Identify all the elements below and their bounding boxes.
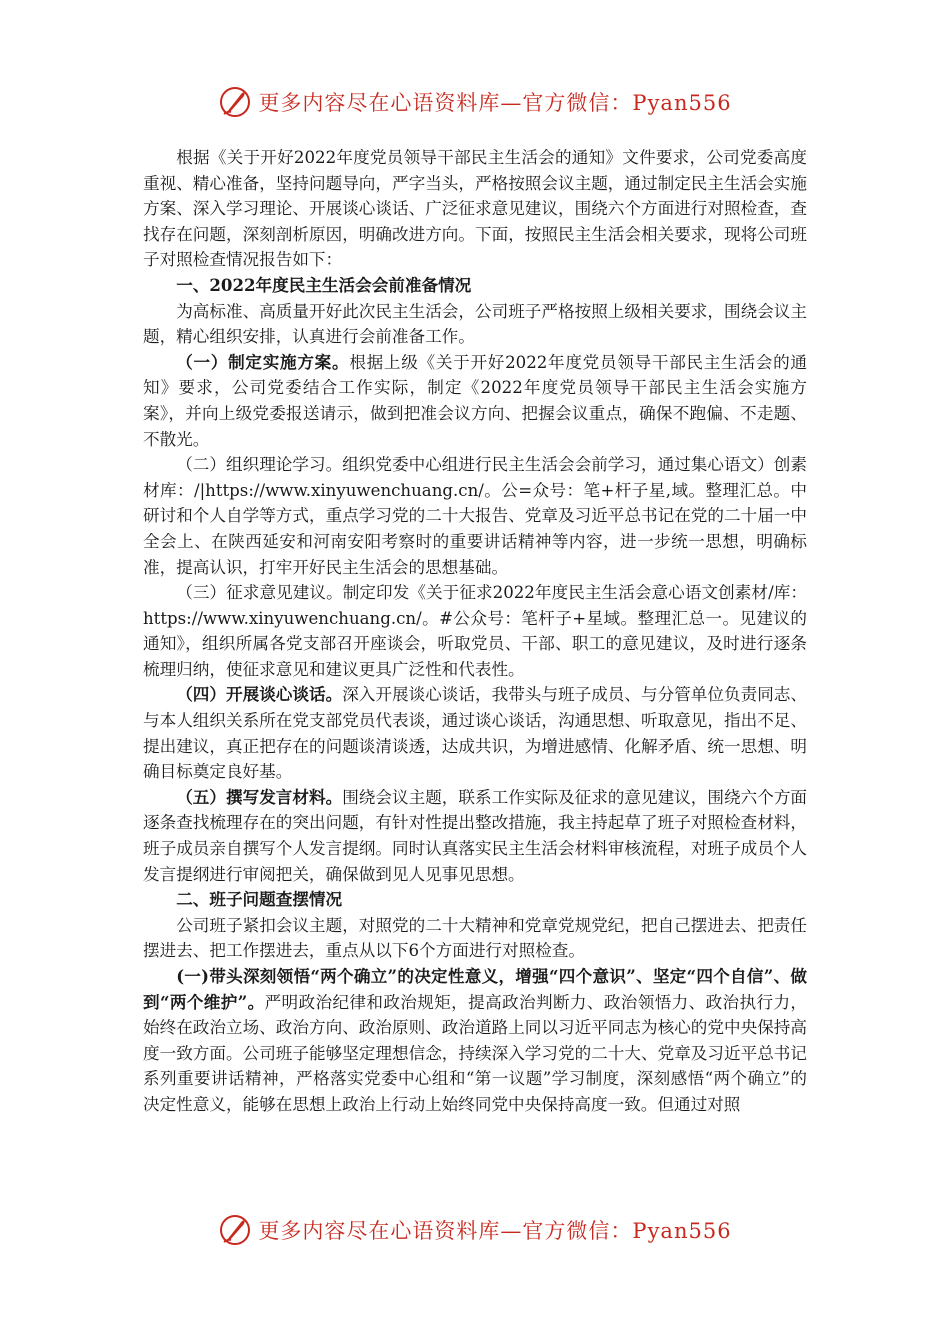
subheading: (一)带头深刻领悟“两个确立”的决定性意义，增强“四个意识”、坚定“四个自信”、做到“两个维护”。 xyxy=(143,966,807,1012)
subheading: （五）撰写发言材料。 xyxy=(176,786,343,807)
paragraph: （三）征求意见建议。制定印发《关于征求2022年度民主生活会意心语文创素材/库：https://www.xinyuwenchuang.cn/。#公众号：笔杆子+星域。整理汇总一。见建议的通知》，组织所属各党支部召开座谈会，听取党员、干部、职工的意见建议，及时进行逐条梳理归纳，使征求意见和建议更具广泛性和代表性。 xyxy=(143,583,807,679)
paragraph: 公司班子紧扣会议主题，对照党的二十大精神和党章党规党纪，把自己摆进去、把责任摆进去、把工作摆进去，重点从以下6个方面进行对照检查。 xyxy=(143,915,807,961)
paragraph-text: 严明政治纪律和政治规矩，提高政治判断力、政治领悟力、政治执行力，始终在政治立场、政治方向、政治原则、政治道路上同以习近平同志为核心的党中央保持高度一致方面。公司班子能够坚定理想信念，持续深入学习党的二十大、党章及习近平总书记系列重要讲话精神，严格落实党委中心组和“第一议题”学习制度，深刻感悟“两个确立”的决定性意义，能够在思想上政治上行动上始终同党中央保持高度一致。但通过对照 xyxy=(143,992,807,1114)
paragraph-text: 深入开展谈心谈话，我带头与班子成员、与分管单位负责同志、与本人组织关系所在党支部党员代表谈，通过谈心谈话，沟通思想、听取意见，指出不足、提出建议，真正把存在的问题谈清谈透，达成共识，为增进感情、化解矛盾、统一思想、明确目标奠定良好基。 xyxy=(143,685,808,782)
subheading: （四）开展谈心谈话。 xyxy=(176,684,343,705)
quill-pen-logo-icon xyxy=(218,1213,252,1247)
document-body xyxy=(143,145,807,1118)
section-heading-1: 一、2022年度民主生活会会前准备情况 xyxy=(176,274,472,295)
paragraph xyxy=(143,964,807,1118)
subheading: （一）制定实施方案。 xyxy=(176,351,350,372)
paragraph: 为高标准、高质量开好此次民主生活会，公司班子严格按照上级相关要求，围绕会议主题，精心组织安排，认真进行会前准备工作。 xyxy=(143,301,807,347)
paragraph-text: 根据上级《关于开好2022年度党员领导干部民主生活会的通知》要求，公司党委结合工作实际，制定《2022年度党员领导干部民主生活会实施方案》，并向上级党委报送请示，做到把准会议方向、把握会议重点，确保不跑偏、不走题、不散光。 xyxy=(143,352,808,449)
header-banner xyxy=(0,81,950,123)
section-heading-2: 二、班子问题查摆情况 xyxy=(176,889,343,910)
banner-text: 更多内容尽在心语资料库—官方微信：Pyan556 xyxy=(258,91,732,115)
paragraph: （二）组织理论学习。组织党委中心组进行民主生活会会前学习，通过集心语文）创素材库：/|https://www.xinyuwenchuang.cn/。公=众号：笔+杆子星,域。整理汇总。中研讨和个人自学等方式，重点学习党的二十大报告、党章及习近平总书记在党的二十届一中全会上、在陕西延安和河南安阳考察时的重要讲话精神等内容，进一步统一思想，明确标准，提高认识，打牢开好民主生活会的思想基础。 xyxy=(143,455,807,577)
footer-banner xyxy=(0,1209,950,1251)
paragraph xyxy=(143,682,807,784)
intro-paragraph: 根据《关于开好2022年度党员领导干部民主生活会的通知》文件要求，公司党委高度重视、精心准备，坚持问题导向，严字当头，严格按照会议主题，通过制定民主生活会实施方案、深入学习理论、开展谈心谈话、广泛征求意见建议，围绕六个方面进行对照检查，查找存在问题，深刻剖析原因，明确改进方向。下面，按照民主生活会相关要求，现将公司班子对照检查情况报告如下： xyxy=(143,148,807,270)
paragraph-text: 围绕会议主题，联系工作实际及征求的意见建议，围绕六个方面逐条查找梳理存在的突出问题，有针对性提出整改措施，我主持起草了班子对照检查材料，班子成员亲自撰写个人发言提纲。同时认真落实民主生活会材料审核流程，对班子成员个人发言提纲进行审阅把关，确保做到见人见事见思想。 xyxy=(143,787,808,884)
paragraph xyxy=(143,785,807,887)
banner-text: 更多内容尽在心语资料库—官方微信：Pyan556 xyxy=(258,1219,732,1243)
quill-pen-logo-icon xyxy=(218,85,252,119)
paragraph xyxy=(143,350,807,452)
